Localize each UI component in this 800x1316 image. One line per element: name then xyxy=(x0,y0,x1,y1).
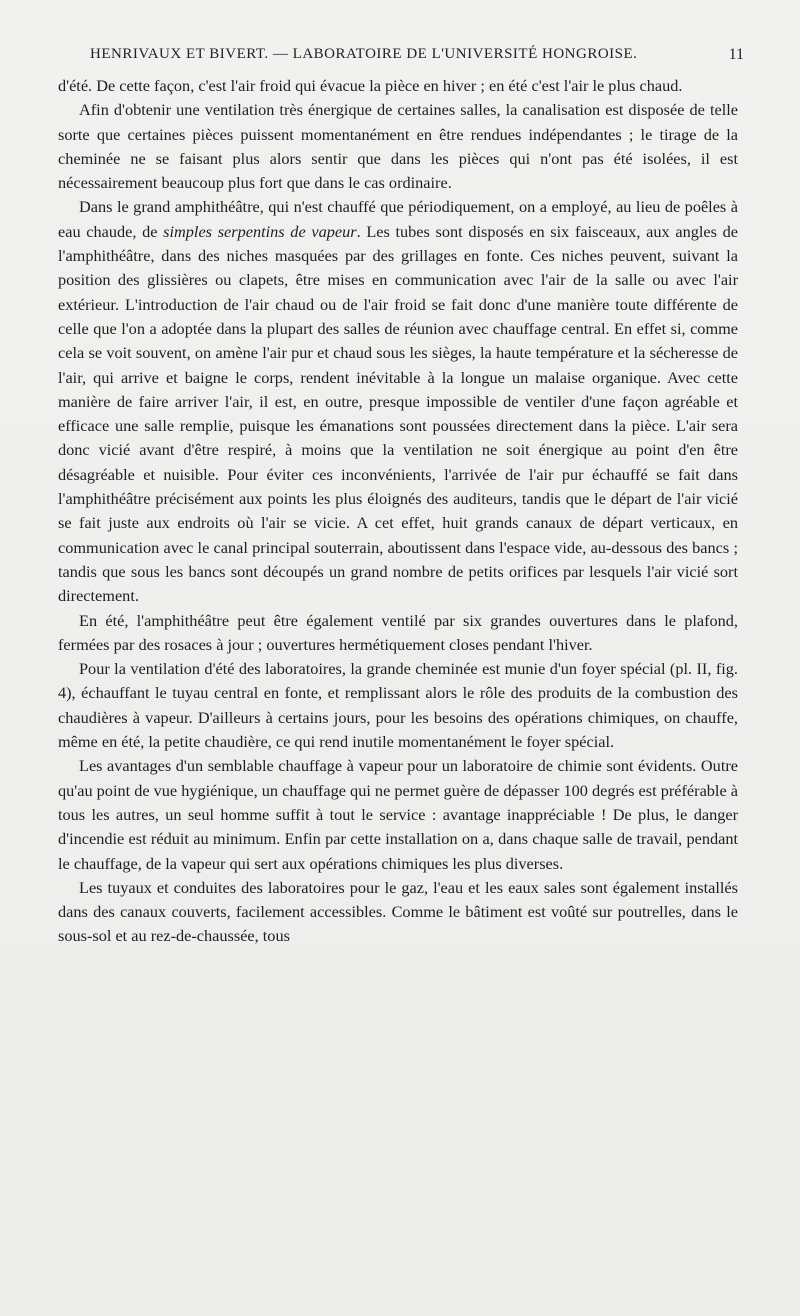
running-title: HENRIVAUX ET BIVERT. — LABORATOIRE DE L'UNIVERSITÉ HONGROISE. xyxy=(90,46,638,62)
emphasis-serpentins: simples serpentins de vapeur xyxy=(163,221,357,241)
paragraph-amphitheatre xyxy=(58,195,738,608)
paragraph-tuyaux: Les tuyaux et conduites des laboratoires pour le gaz, l'eau et les eaux sales sont également installés dans des canaux couverts, facilement accessibles. Comme le bâtiment est voûté sur poutrelles, dans le sous-sol et au rez-de-chaussée, tous xyxy=(58,877,738,946)
paragraph-amphitheatre-part1: Dans le grand amphithéâtre, qui n'est chauffé que périodiquement, on a employé, au lieu de poêles à eau chaude, de xyxy=(58,197,738,241)
page-header xyxy=(60,46,744,68)
page-number: 11 xyxy=(728,46,744,63)
paragraph-amphitheatre-part2: . Les tubes sont disposés en six faisceaux, aux angles de l'amphithéâtre, dans des niches masquées par des grillages en fonte. Ces niches peuvent, suivant la position des glissières ou clapets, être mises en communication avec l'air de la salle ou avec l'air extérieur. L'introduction de l'air chaud ou de l'air froid se fait donc d'une manière toute différente de celle que l'on a adoptée dans la plupart des salles de réunion avec chauffage central. En effet si, comme cela se voit souvent, on amène l'air pur et chaud sous les sièges, la haute température et la sécheresse de l'air, qui arrive et baigne le corps, rendent inévitable à la longue un malaise organique. Avec cette manière de faire arriver l'air, il est, en outre, presque impossible de ventiler d'une façon agréable et efficace une salle remplie, puisque les émanations sont poussées directement dans la pièce. L'air sera donc vicié avant d'être respiré, à moins que la ventilation ne soit énergique au point d'en être désagréable et nuisible. Pour éviter ces inconvénients, l'arrivée de l'air pur échauffé se fait dans l'amphithéâtre précisément aux points les plus éloignés des auditeurs, tandis que le départ de l'air vicié se fait juste aux endroits où l'air se vicie. A cet effet, huit grands canaux de départ verticaux, en communication avec le canal principal souterrain, aboutissent dans l'espace vide, au-dessous des bancs ; tandis que sous les bancs sont découpés un grand nombre de petits orifices par lesquels l'air vicié sort directement. xyxy=(58,221,738,606)
paragraph-continuation: d'été. De cette façon, c'est l'air froid qui évacue la pièce en hiver ; en été c'est l'air le plus chaud. xyxy=(58,76,683,95)
paragraph-avantages: Les avantages d'un semblable chauffage à vapeur pour un laboratoire de chimie sont évidents. Outre qu'au point de vue hygiénique, un chauffage qui ne permet guère de dépasser 100 degrés est préférable à tous les autres, un seul homme suffit à tout le service : avantage inappréciable ! De plus, le danger d'incendie est réduit au minimum. Enfin par cette installation on a, dans chaque salle de travail, pendant le chauffage, de la vapeur qui sert aux opérations chimiques les plus diverses. xyxy=(58,756,738,873)
paragraph-ventilation-ete: Pour la ventilation d'été des laboratoires, la grande cheminée est munie d'un foyer spécial (pl. II, fig. 4), échauffant le tuyau central en fonte, et remplissant alors le rôle des produits de la combustion des chaudières à vapeur. D'ailleurs à certains jours, pour les besoins des opérations chimiques, on chauffe, même en été, la petite chaudière, ce qui rend inutile momentanément le foyer spécial. xyxy=(58,659,738,752)
paragraph-ventilation-energique: Afin d'obtenir une ventilation très énergique de certaines salles, la canalisation est disposée de telle sorte que certaines pièces puissent momentanément en être rendues indépendantes ; le tirage de la cheminée ne se faisant plus alors sentir que dans les pièces qui n'ont pas été isolées, il est nécessairement beaucoup plus fort que dans le cas ordinaire. xyxy=(58,100,738,193)
paragraph-ete-plafond: En été, l'amphithéâtre peut être également ventilé par six grandes ouvertures dans le plafond, fermées par des rosaces à jour ; ouvertures hermétiquement closes pendant l'hiver. xyxy=(58,610,738,654)
body-text xyxy=(58,74,738,949)
